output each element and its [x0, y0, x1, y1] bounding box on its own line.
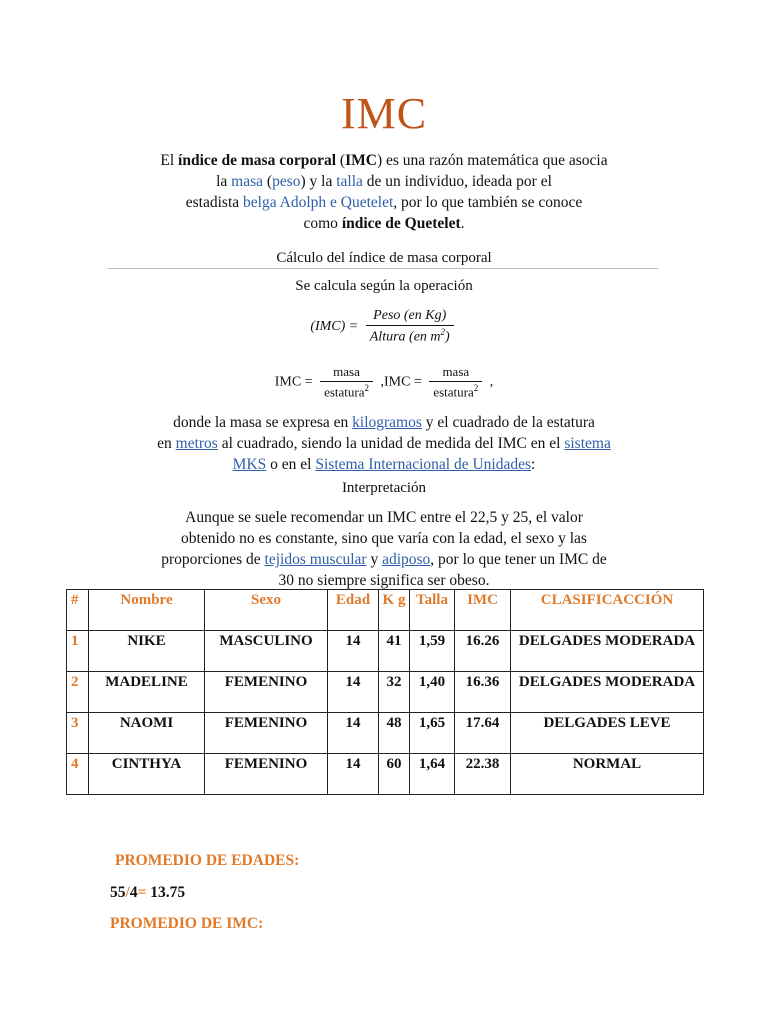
peso-link[interactable]: peso — [272, 173, 301, 190]
row-edad: 14 — [328, 672, 379, 713]
header-kg: K g — [379, 590, 410, 631]
row-talla: 1,40 — [410, 672, 455, 713]
interp-heading: Interpretación — [341, 480, 427, 496]
interp-line-3: proporciones de tejidos muscular y adiposo, por lo que tener un IMC de — [161, 551, 607, 568]
imc-table — [66, 589, 704, 795]
row-imc: 16.26 — [455, 631, 511, 672]
row-imc: 22.38 — [455, 754, 511, 795]
edad-average-calc: 55/4= 13.75 — [110, 884, 186, 901]
header-talla: Talla — [410, 590, 455, 631]
intro-line-3: estadista belga Adolph e Quetelet, por lo que también se conoce — [185, 194, 583, 211]
table-row — [67, 672, 704, 713]
intro-line-2: la masa (peso) y la talla de un individuo, ideada por el — [216, 173, 552, 190]
row-clasificacion: DELGADES MODERADA — [511, 631, 704, 672]
row-imc: 17.64 — [455, 713, 511, 754]
tejidos-muscular-link[interactable]: tejidos muscular — [264, 551, 367, 568]
metros-link[interactable]: metros — [175, 435, 218, 452]
row-kg: 48 — [379, 713, 410, 754]
row-edad: 14 — [328, 631, 379, 672]
row-talla: 1,65 — [410, 713, 455, 754]
row-sexo: FEMENINO — [205, 713, 328, 754]
intro-line-1: El índice de masa corporal (IMC) es una razón matemática que asocia — [160, 152, 608, 169]
interp-line-2: obtenido no es constante, sino que varía con la edad, el sexo y las — [181, 530, 587, 547]
masa-link[interactable]: masa — [231, 173, 264, 190]
row-imc: 16.36 — [455, 672, 511, 713]
promedio-imc-heading: PROMEDIO DE IMC: — [110, 915, 264, 932]
row-sexo: MASCULINO — [205, 631, 328, 672]
donde-line-1: donde la masa se expresa en kilogramos y el cuadrado de la estatura — [173, 414, 595, 431]
page-title: IMC — [340, 89, 428, 138]
row-index: 1 — [67, 631, 89, 672]
interp-line-4: 30 no siempre significa ser obeso. — [278, 572, 490, 589]
row-nombre: CINTHYA — [89, 754, 205, 795]
row-edad: 14 — [328, 754, 379, 795]
table-header-row — [67, 590, 704, 631]
interp-line-1: Aunque se suele recomendar un IMC entre el 22,5 y 25, el valor — [185, 509, 583, 526]
row-clasificacion: DELGADES MODERADA — [511, 672, 704, 713]
calc-heading: Cálculo del índice de masa corporal — [276, 250, 492, 266]
row-nombre: NAOMI — [89, 713, 205, 754]
donde-line-3: MKS o en el Sistema Internacional de Unidades: — [232, 456, 536, 473]
sistema-internacional-link[interactable]: Sistema Internacional de Unidades — [315, 456, 531, 473]
donde-line-2: en metros al cuadrado, siendo la unidad de medida del IMC en el sistema — [157, 435, 611, 452]
row-clasificacion: DELGADES LEVE — [511, 713, 704, 754]
formula-imc-masa-estatura: IMC = $\frac{\text{masa}}{estatura^2}$ ,IMC = $\frac{\text{masa}}{estatura^2}$ , — [274, 364, 494, 400]
row-sexo: FEMENINO — [205, 672, 328, 713]
row-clasificacion: NORMAL — [511, 754, 704, 795]
row-kg: 60 — [379, 754, 410, 795]
header-nombre: Nombre — [89, 590, 205, 631]
adiposo-link[interactable]: adiposo — [382, 551, 431, 568]
interp-paragraph — [0, 507, 768, 591]
header-edad: Edad — [328, 590, 379, 631]
calc-intro: Se calcula según la operación — [295, 278, 473, 294]
row-kg: 32 — [379, 672, 410, 713]
row-talla: 1,59 — [410, 631, 455, 672]
donde-paragraph — [0, 412, 768, 475]
row-edad: 14 — [328, 713, 379, 754]
section-divider — [108, 268, 658, 269]
table-row — [67, 713, 704, 754]
intro-line-4: como índice de Quetelet. — [303, 215, 465, 232]
header-clasificacion: CLASIFICACCIÓN — [511, 590, 704, 631]
table-row — [67, 754, 704, 795]
header-sexo: Sexo — [205, 590, 328, 631]
header-imc: IMC — [455, 590, 511, 631]
row-index: 4 — [67, 754, 89, 795]
formula-imc-peso-altura: (IMC) = $\frac{\text{Peso (en Kg)}}{Altura (en m^2)}$ — [0, 308, 768, 346]
row-nombre: NIKE — [89, 631, 205, 672]
talla-link[interactable]: talla — [336, 173, 363, 190]
row-nombre: MADELINE — [89, 672, 205, 713]
intro-paragraph — [0, 150, 768, 234]
kilogramos-link[interactable]: kilogramos — [352, 414, 422, 431]
sistema-link[interactable]: sistema — [564, 435, 611, 452]
row-kg: 41 — [379, 631, 410, 672]
header-index: # — [67, 590, 89, 631]
belga-link[interactable]: belga — [243, 194, 277, 211]
row-index: 3 — [67, 713, 89, 754]
table-row — [67, 631, 704, 672]
row-sexo: FEMENINO — [205, 754, 328, 795]
promedio-edades-heading: PROMEDIO DE EDADES: — [115, 852, 300, 869]
row-talla: 1,64 — [410, 754, 455, 795]
row-index: 2 — [67, 672, 89, 713]
mks-link[interactable]: MKS — [232, 456, 267, 473]
adolph-quetelet-link[interactable]: Adolph e Quetelet — [279, 194, 394, 211]
